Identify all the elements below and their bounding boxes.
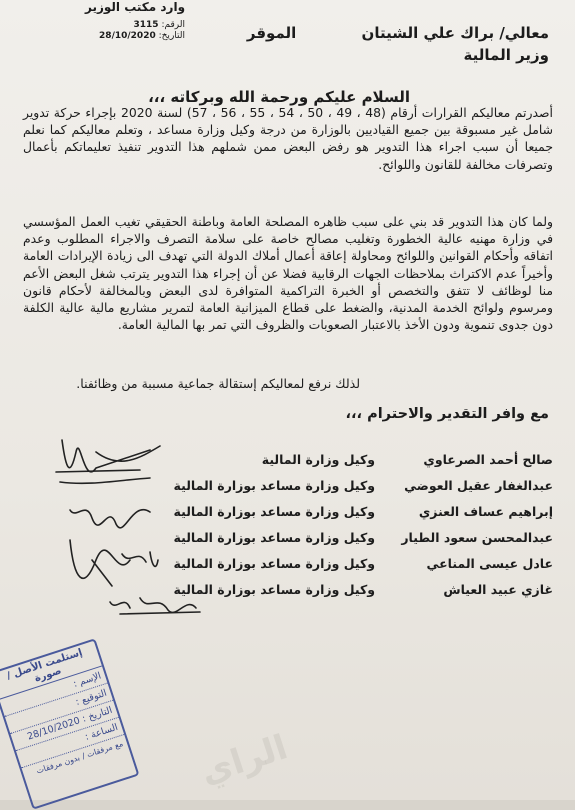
body-paragraph-2: ولما كان هذا التدوير قد بني على سبب ظاهره المصلحة العامة وباطنة الحقيقي تغيب العمل المؤسسي في وزارة مهنيه عالية الخطورة وتغليب مصالح خاصة على سلامة التصرف والاجراء المطلوب وعدم اتفاقه وأحكام القوانين واللوائح ومحاولة إعاقة أعمال أملاك الدولة التي تهدف الى زيادة الإيرادات العامة وأخيراً عدم الاكتراث بملاحظات الجهات الرقابية فضلا عن أن إجراء هذا التدوير يترتب شغل البعض الأعم منا لوظائف لا تتفق والتخصص أو الخبرة التراكمية المتوافرة لدى البعض وبالمخالفة لأحكام قانون ومرسوم ولوائح الخدمة المدنية، والضغط على قطاع الميزانية العامة لتمرير مشاريع مالية عالية الكلفة دون جدوى تنموية ودون الأخذ بالاعتبار الصعوبات والظروف التي تمر بها المالية العامة.	[23, 214, 553, 333]
reference-number-value: 3115	[133, 20, 159, 30]
signature-scribble-6	[110, 598, 200, 614]
receipt-name-label: الإسم :	[72, 670, 103, 690]
signatory-title: وكيل وزارة مساعد بوزارة المالية	[173, 478, 375, 493]
signature-scribble-5	[122, 552, 158, 566]
body-paragraph-1: أصدرتم معاليكم القرارات أرقام (48 ، 49 ، 50 ، 54 ، 55 ، 56 ، 57) لسنة 2020 بإجراء حركة تدوير شامل غير مسبوقة بين جميع القياديين بالوزارة من درجة وكيل وزارة مساعد ، وتعلم معاليكم كما نعلم جميعا أن سبب اجراء هذا التدوير هو رفض البعض ممن شملهم هذا التدوير تنفيذ تعليماتكم بأعمال وتصرفات مخالفة للقانون واللوائح.	[23, 105, 553, 172]
receipt-stamp-title: إستلمت الأصل / صورة	[0, 641, 102, 700]
reference-date-label: التاريخ:	[158, 31, 185, 41]
closing-sentence: لذلك نرفع لمعاليكم إستقالة جماعية مسببة من وظائفنا.	[76, 376, 360, 391]
signatory-name: عبدالمحسن سعود الطيار	[401, 530, 553, 545]
signatory-name: صالح أحمد الصرعاوي	[423, 452, 553, 467]
addressee-respected: الموقر	[246, 24, 297, 42]
signatory-name: عبدالغفار عقيل العوضي	[404, 478, 553, 493]
ministry-office-stamp: وارد مكتب الوزير	[85, 0, 186, 14]
receipt-time-label: الساعة :	[83, 721, 120, 743]
signatory-title: وكيل وزارة مساعد بوزارة المالية	[173, 582, 375, 597]
signatory-title: وكيل وزارة مساعد بوزارة المالية	[173, 556, 375, 571]
regards-line: مع وافر التقدير والاحترام ،،،	[345, 406, 549, 422]
signatory-name: إبراهيم عساف العنزي	[418, 504, 553, 519]
signatory-title: وكيل وزارة مساعد بوزارة المالية	[173, 504, 375, 519]
signature-scribble-2	[56, 470, 150, 483]
receipt-date-label: التاريخ :	[80, 704, 114, 725]
addressee-position: وزير المالية	[463, 46, 549, 64]
signature-scribble-3	[70, 510, 150, 528]
reference-date-value: 28/10/2020	[99, 31, 156, 41]
watermark-logo: الراي	[195, 727, 293, 793]
receipt-footer: مع مرفقات / بدون مرفقات	[35, 738, 125, 776]
reference-number-label: الرقم:	[161, 20, 185, 30]
signatory-name: عادل عيسى المناعي	[426, 556, 553, 571]
addressee-name: معالي/ براك علي الشيتان	[361, 24, 549, 42]
signature-scribble-1	[62, 440, 160, 472]
receipt-signature-label: التوقيع :	[74, 687, 109, 708]
greeting: السلام عليكم ورحمة الله وبركاته ،،،	[148, 88, 410, 106]
signature-scribble-4	[70, 540, 130, 586]
signatory-title: وكيل وزارة المالية	[261, 452, 375, 467]
signatory-title: وكيل وزارة مساعد بوزارة المالية	[173, 530, 375, 545]
receipt-date-value: 28/10/2020	[25, 715, 82, 743]
signatory-name: غازي عبيد العياش	[443, 582, 553, 597]
